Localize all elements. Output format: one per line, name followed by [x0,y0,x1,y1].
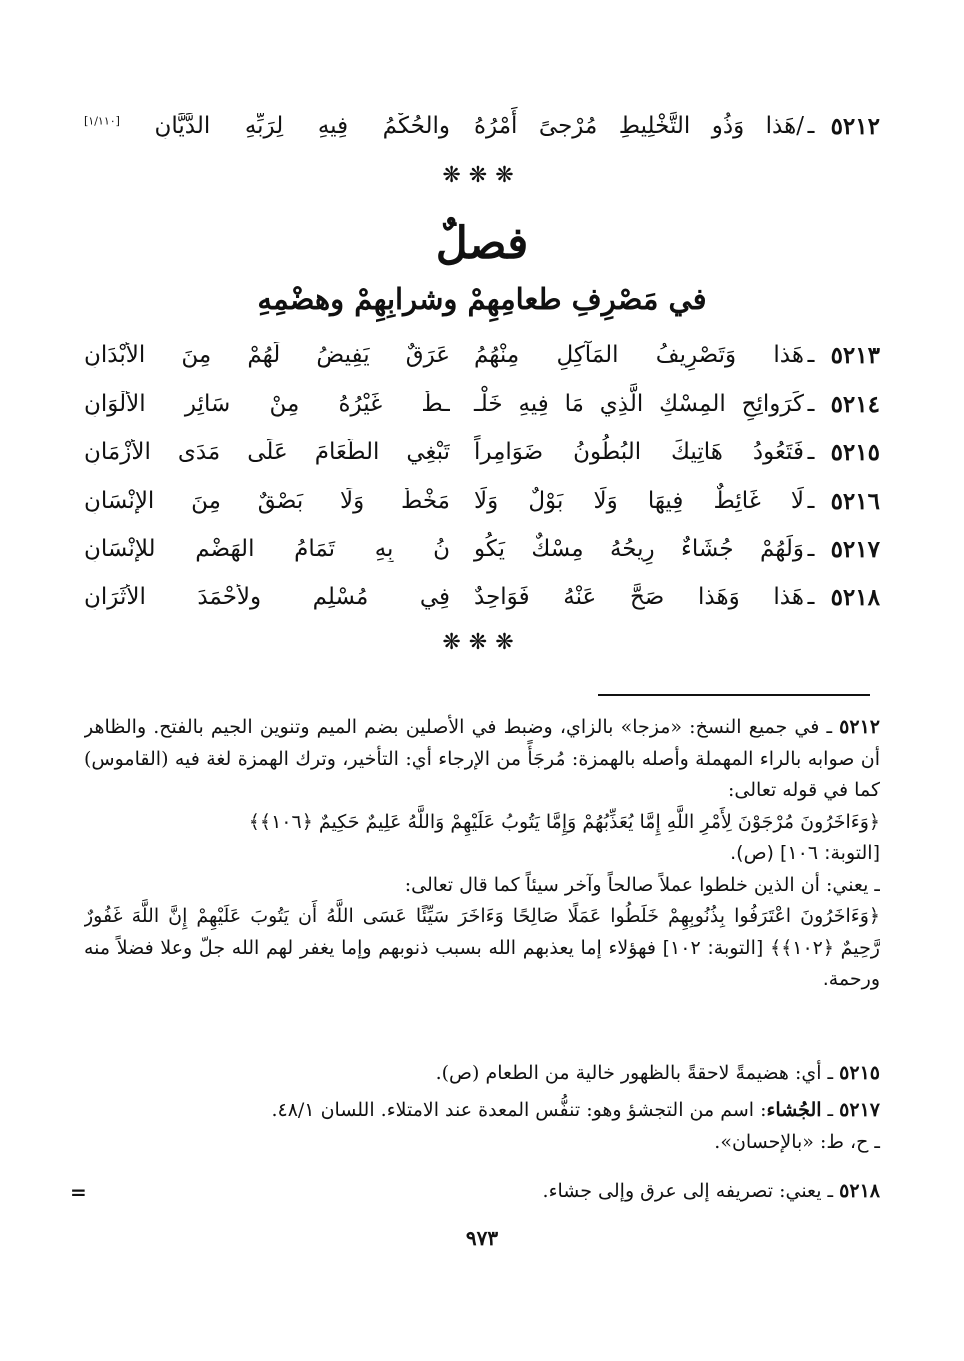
verse-first-hemistich: وَلَهُمْ جُشَاءٌ رِيحُهُ مِسْكٌ يَكُو [474,536,804,562]
footnote-term: الجُشاء [766,1099,822,1121]
verse-first-hemistich: هَذا وَتَصْرِيفُ المَآكِلِ مِنْهُمُ [474,342,804,368]
quran-reference: [التوبة: ١٠٢] فهؤلاء إما يعذبهم الله بسبب ذنوبهم وإما يغفر لهم الله جلّ وعلا فضلاً منه ورحمة. [84,936,880,990]
verse-number: ٥٢١٢ [830,112,880,140]
verse-dash: ـ [807,536,815,562]
verse-dash: ـ [807,113,815,139]
footnote-text: أي: هضيمةً لاحقةً بالظهور خالية من الطعام (ص). [435,1062,822,1084]
verse-second-hemistich: تَبْغِي الطَّعَامَ عَلَى مَدَى الأَزْمَانِ [84,439,450,465]
quran-quote: ﴿وَءَاخَرُونَ مُرْجَوْنَ لِأَمْرِ اللَّهِ إِمَّا يُعَذِّبُهُمْ وَإِمَّا يَتُوبُ عَلَيْهِمْ وَاللَّهُ عَلِيمٌ حَكِيمٌ ﴿١٠٦﴾﴾ [248,810,880,833]
verse-number: ٥٢١٧ [830,535,880,563]
verse-line [84,481,880,521]
verse-dash: ـ [807,342,815,368]
footnote-number: ٥٢١٢ [839,716,880,738]
verse-first-hemistich: فَتَعُودُ هَاتِيكَ البُطُونُ ضَوَامِراً [474,439,804,465]
page-number: ٩٧٣ [465,1226,499,1250]
verse-second-hemistich: ـطٌ غَيْرُهُ مِنْ سَائِرِ الأَلْوَانِ [84,391,450,417]
quran-reference: [التوبة: ١٠٦] (ص). [730,842,880,864]
footnote-number: ٥٢١٧ [839,1099,880,1121]
verse-second-hemistich: مَخْطٌ وَلَا بَصْقٌ مِنَ الإِنْسَانِ [84,488,450,514]
verse-first-hemistich: كَرَوائِحِ المِسْكِ الَّذِي مَا فِيهِ خَلْـ [474,391,804,417]
footnote-text: يعني: تصريفه إلى عرق وإلى جشاء. [542,1180,822,1202]
footnote-variant: ـ ح، ط: «بالإحسان». [714,1130,880,1153]
section-separator: ❋❋❋ [442,163,522,188]
footnote: ٥٢١٧ ـ الجُشاء: اسم من التجشؤ وهو: تنفُّس المعدة عند الامتلاء. اللسان ٤٨/١. ـ ح، ط: «بالإحسان». [271,1099,880,1153]
verse-line [84,529,880,569]
footnote: ٥٢١٨ ـ يعني: تصريفه إلى عرق وإلى جشاء. [542,1180,880,1202]
footnote-text: ـ يعني: أن الذين خلطوا عملاً صالحاً وآخر سيئاً كما قال تعالى: [404,873,880,896]
verse-dash: ـ [807,584,815,610]
verse-number: ٥٢١٣ [830,341,880,369]
verse-number: ٥٢١٨ [830,583,880,611]
hemistich-text: والحُكْمُ فِيهِ لِرَبِّهِ الدَّيَّانِ [154,113,450,139]
verse-second-hemistich: فِي مُسْلِمٍ ولأَحْمَدَ الأَثَرَانِ [84,584,450,610]
verse-dash: ـ [807,391,815,417]
section-title: فصلٌ [435,218,529,269]
page-reference: [١/١١٠] [84,114,120,128]
verse-number: ٥٢١٤ [830,390,880,418]
continuation-mark: = [70,1180,87,1204]
verse-first-hemistich: هَذا وَهَذا صَحَّ عَنْهُ فَوَاحِدٌ [474,584,804,610]
verse-line [84,577,880,617]
verse-second-hemistich [84,113,450,139]
footnote-number: ٥٢١٨ [839,1180,880,1202]
verse-line [84,384,880,424]
footnote-number: ٥٢١٥ [839,1062,880,1084]
footnote-divider [598,694,870,696]
verse-line [84,432,880,472]
verse-line [84,335,880,375]
verse-second-hemistich: عَرَقٌ يَفِيضُ لَهُمْ مِنَ الأَبْدَانِ [84,342,450,368]
verse-number: ٥٢١٥ [830,438,880,466]
verse-first-hemistich: /هَذا وَذُو التَّخْلِيطِ مُرْجىً أَمْرُهُ [474,113,804,139]
footnote: ٥٢١٢ ـ في جميع النسخ: «مزجا» بالزاي، وضبط في الأصلين بضم الميم وتنوين الجيم بالفتح. والظاهر أن صوابه بالراء المهملة وأصله بالهمزة: مُرجَأً من الإرجاء أي: التأخير، وترك الهمزة لغة فيه (القاموس) كما في قوله تعالى: ﴿وَءَاخَرُونَ مُرْجَوْنَ لِأَمْرِ اللَّهِ إِمَّا يُعَذِّبُهُمْ وَإِمَّا يَتُوبُ عَلَيْهِمْ وَاللَّهُ عَلِيمٌ حَكِيمٌ ﴿١٠٦﴾﴾ [التوبة: ١٠٦] (ص). ـ يعني: أن الذين خلطوا عملاً صالحاً وآخر سيئاً كما قال تعالى: ﴿وَءَاخَرُونَ اعْتَرَفُوا بِذُنُوبِهِمْ خَلَطُوا عَمَلًا صَالِحًا وَءَاخَرَ سَيِّئًا عَسَى اللَّهُ أَن يَتُوبَ عَلَيْهِمْ إِنَّ اللَّهَ غَفُورٌ رَّحِيمٌ ﴿١٠٢﴾﴾ [التوبة: ١٠٢] فهؤلاء إما يعذبهم الله بسبب ذنوبهم وإما يغفر لهم الله جلّ وعلا فضلاً منه ورحمة. [84,716,880,990]
quran-quote: ﴿وَءَاخَرُونَ اعْتَرَفُوا بِذُنُوبِهِمْ خَلَطُوا عَمَلًا صَالِحًا وَءَاخَرَ سَيِّئًا عَسَى اللَّهُ أَن يَتُوبَ عَلَيْهِمْ إِنَّ اللَّهَ غَفُورٌ رَّحِيمٌ ﴿١٠٢﴾﴾ [84,905,880,959]
section-subtitle: في مَصْرِفِ طعامِهِمْ وشرابِهِمْ وهضْمِهِ [257,282,707,316]
verse-dash: ـ [807,488,815,514]
verse-first-hemistich: لَا غَائِطٌ فِيهَا وَلَا بَوْلٌ وَلَا [474,488,804,514]
verse-second-hemistich: نُ بِهِ تَمَامُ الهَضْمِ للإِنْسَانِ [84,536,450,562]
section-separator: ❋❋❋ [442,630,522,655]
footnote-text: : اسم من التجشؤ وهو: تنفُّس المعدة عند الامتلاء. اللسان ٤٨/١. [271,1099,767,1121]
footnote: ٥٢١٥ ـ أي: هضيمةً لاحقةً بالظهور خالية من الطعام (ص). [435,1062,880,1084]
verse-dash: ـ [807,439,815,465]
footnote-text: في جميع النسخ: «مزجا» بالزاي، وضبط في الأصلين بضم الميم وتنوين الجيم بالفتح. والظاهر أن صوابه بالراء المهملة وأصله بالهمزة: مُرجَأً من الإرجاء أي: التأخير، وترك الهمزة لغة فيه (القاموس) كما في قوله تعالى: [84,716,880,801]
verse-line [84,106,880,146]
verse-number: ٥٢١٦ [830,487,880,515]
